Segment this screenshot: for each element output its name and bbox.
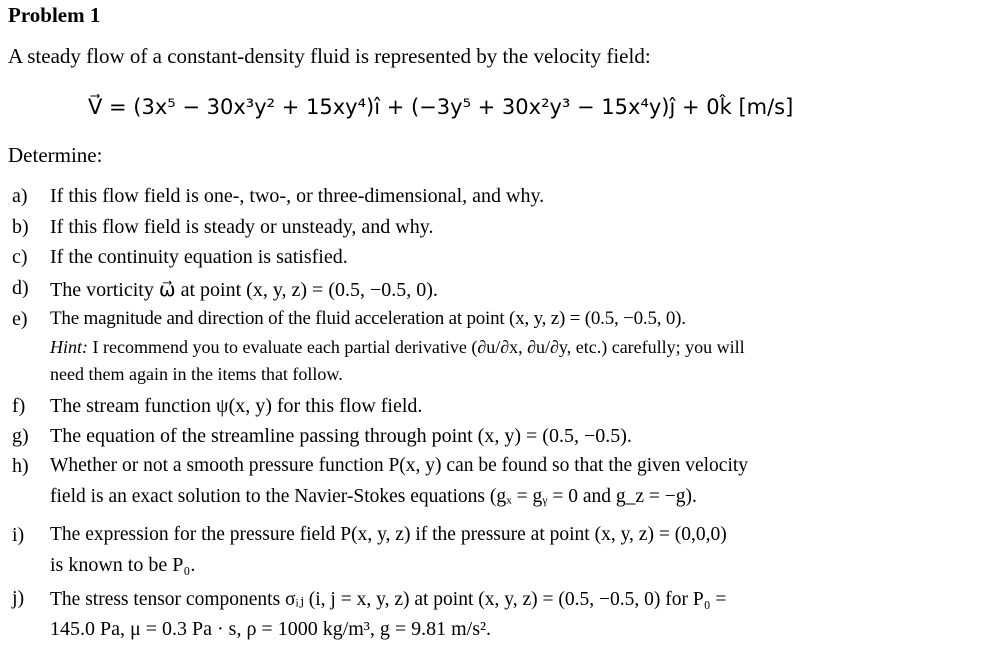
item-i-label: i) — [12, 524, 25, 546]
item-j-label: j) — [12, 587, 25, 609]
item-e-text: The magnitude and direction of the fluid acceleration at point (x, y, z) = (0.5, −0.5, 0). — [50, 308, 686, 329]
item-g-text: The equation of the streamline passing through point (x, y) = (0.5, −0.5). — [50, 425, 632, 447]
item-d-label: d) — [12, 277, 29, 299]
item-d-text: The vorticity ω⃗ at point (x, y, z) = (0.5, −0.5, 0). — [50, 279, 438, 301]
item-h-label: h) — [12, 455, 29, 477]
determine-heading: Determine: — [8, 143, 103, 167]
item-a-label: a) — [12, 185, 28, 207]
item-e-label: e) — [12, 308, 28, 330]
item-i-continuation: is known to be P₀. — [50, 554, 196, 576]
velocity-equation: V⃗ = (3x⁵ − 30x³y² + 15xy⁴)î + (−3y⁵ + 30x²y³ − 15x⁴y)ĵ + 0k̂ [m/s] — [88, 95, 794, 119]
item-c-text: If the continuity equation is satisfied. — [50, 246, 348, 268]
item-g-label: g) — [12, 425, 29, 447]
intro-text: A steady flow of a constant-density fluid is represented by the velocity field: — [8, 44, 651, 68]
hint-text-1: I recommend you to evaluate each partial derivative (∂u/∂x, ∂u/∂y, etc.) carefully; you will — [92, 337, 745, 357]
item-f-text: The stream function ψ(x, y) for this flow field. — [50, 395, 423, 417]
item-h-continuation: field is an exact solution to the Navier-Stokes equations (gₓ = gᵧ = 0 and g_z = −g). — [50, 486, 697, 507]
hint-line-2: need them again in the items that follow. — [50, 364, 343, 384]
problem-title: Problem 1 — [8, 3, 101, 27]
item-h-text: Whether or not a smooth pressure function P(x, y) can be found so that the given velocity — [50, 455, 749, 476]
item-i-text: The expression for the pressure field P(x, y, z) if the pressure at point (x, y, z) = (0,0,0) — [50, 524, 727, 545]
item-f-label: f) — [12, 395, 26, 417]
hint-label: Hint: — [50, 337, 88, 357]
item-b-text: If this flow field is steady or unsteady, and why. — [50, 216, 434, 238]
item-j-continuation: 145.0 Pa, μ = 0.3 Pa · s, ρ = 1000 kg/m³, g = 9.81 m/s². — [50, 618, 491, 640]
item-j-text: The stress tensor components σᵢⱼ (i, j = x, y, z) at point (x, y, z) = (0.5, −0.5, 0) for P₀ = — [50, 589, 727, 610]
hint-line-1 — [50, 337, 745, 358]
item-b-label: b) — [12, 216, 29, 238]
item-a-text: If this flow field is one-, two-, or three-dimensional, and why. — [50, 185, 545, 207]
item-c-label: c) — [12, 246, 28, 268]
